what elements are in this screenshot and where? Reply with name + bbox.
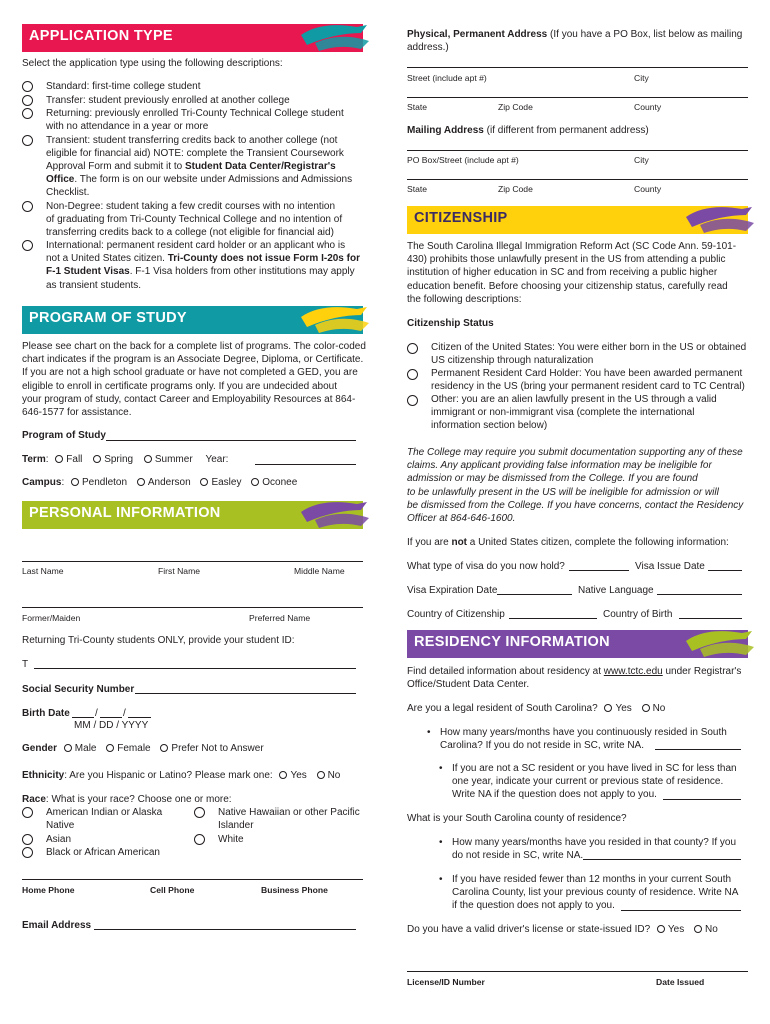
- radio-button[interactable]: [407, 343, 418, 354]
- gender-male-radio[interactable]: [64, 744, 72, 752]
- option-label-line: residency in the US (bring your permanent resident card to TC Central): [431, 381, 745, 393]
- option-label-line: Black or African American: [46, 847, 160, 858]
- residency-question-sc-duration: • How many years/months have you continuously resided in South Carolina? If you do not reside in SC, write NA.: [427, 727, 727, 752]
- radio-button[interactable]: [22, 95, 33, 106]
- brush-stroke-icon: [295, 303, 375, 337]
- term-row: Term: Fall Spring Summer Year:: [22, 454, 229, 465]
- personal-information-banner: [22, 501, 363, 529]
- application-type-banner: [22, 24, 363, 52]
- application-type-intro: Select the application type using the following descriptions:: [22, 58, 283, 69]
- option-label-line: Office. The form is on our website under Admissions and Admissions: [46, 174, 353, 186]
- option-label-line: Asian: [46, 834, 72, 845]
- checkbox[interactable]: [22, 847, 33, 858]
- citizenship-status-label: Citizenship Status: [407, 318, 494, 329]
- option-label-line: Native Hawaiian or other Pacific: [218, 807, 360, 818]
- date-separator: /: [123, 708, 126, 719]
- brush-stroke-icon: [295, 21, 375, 55]
- visa-expiration-field[interactable]: [497, 594, 572, 595]
- radio-button[interactable]: [407, 369, 418, 380]
- birth-month-field[interactable]: [72, 717, 94, 718]
- option-label-line: White: [218, 834, 244, 845]
- birth-year-field[interactable]: [128, 717, 151, 718]
- residency-question-county-duration: • How many years/months have you resided in that county? If you do not reside in SC, write NA.: [439, 837, 737, 862]
- ssn-field[interactable]: [135, 693, 356, 694]
- ethnicity-no-label: No: [327, 770, 341, 781]
- application-option-transfer[interactable]: [22, 94, 290, 107]
- option-label-line: with no attendance in a year or more: [46, 121, 209, 133]
- term-summer-label: Summer: [154, 454, 193, 465]
- campus-anderson-radio[interactable]: [137, 478, 145, 486]
- option-label-line: International: permanent resident card holder or an applicant who is: [46, 240, 346, 251]
- ethnicity-question: : Are you Hispanic or Latino? Please mark one:: [64, 770, 273, 781]
- gender-female-radio[interactable]: [106, 744, 114, 752]
- date-separator: /: [95, 708, 98, 719]
- option-label-line: F-1 Student Visas. F-1 Visa holders from other institutions may apply: [46, 266, 355, 278]
- race-option-white[interactable]: [194, 833, 244, 846]
- term-spring-radio[interactable]: [93, 455, 101, 463]
- sc-duration-field[interactable]: [655, 749, 741, 750]
- ssn-label: Social Security Number: [22, 684, 135, 695]
- gender-prefer-not-radio[interactable]: [160, 744, 168, 752]
- option-label-line: Approval Form and submit it to Student Data Center/Registrar's: [46, 160, 336, 172]
- date-issued-label: Date Issued: [656, 977, 705, 987]
- campus-pendleton-radio[interactable]: [71, 478, 79, 486]
- program-of-study-field[interactable]: [106, 440, 356, 441]
- application-option-standard[interactable]: [22, 80, 201, 93]
- state-zip-field[interactable]: [407, 97, 748, 98]
- application-option-transient[interactable]: [22, 134, 352, 200]
- legal-resident-no-radio[interactable]: [642, 704, 650, 712]
- term-spring-label: Spring: [104, 454, 134, 465]
- county-duration-field[interactable]: [583, 859, 741, 860]
- campus-oconee-radio[interactable]: [251, 478, 259, 486]
- option-label-line: Islander: [218, 820, 254, 832]
- option-label-line: of graduating from Tri-County Technical College and no intention of: [46, 213, 343, 225]
- birth-date-label: Birth Date: [22, 708, 70, 719]
- bullet-icon: •: [427, 727, 431, 738]
- country-citizenship-field[interactable]: [509, 618, 597, 619]
- year-label: Year:: [205, 454, 229, 465]
- license-no-radio[interactable]: [694, 925, 702, 933]
- visa-type-field[interactable]: [569, 570, 629, 571]
- option-label-line: eligible for financial aid) NOTE: complete the Transient Coursework: [46, 147, 344, 159]
- previous-state-field[interactable]: [663, 799, 741, 800]
- application-option-international[interactable]: [22, 239, 360, 292]
- checkbox[interactable]: [22, 834, 33, 845]
- campus-pendleton-label: Pendleton: [82, 477, 128, 488]
- option-label-line: Other: you are an alien lawfully present in the US through a valid: [431, 394, 717, 405]
- option-label-line: Checklist.: [46, 187, 90, 199]
- license-yes-radio[interactable]: [657, 925, 665, 933]
- birth-day-field[interactable]: [100, 717, 122, 718]
- t-label: T: [22, 659, 29, 670]
- term-summer-radio[interactable]: [144, 455, 152, 463]
- gender-label: Gender: [22, 743, 58, 754]
- gender-female-label: Female: [117, 743, 151, 754]
- ethnicity-no-radio[interactable]: [317, 771, 325, 779]
- legal-resident-row: [407, 702, 665, 715]
- not-citizen-instruction: If you are not a United States citizen, complete the following information:: [407, 537, 729, 548]
- radio-button[interactable]: [22, 81, 33, 92]
- gender-male-label: Male: [74, 743, 97, 754]
- country-birth-field[interactable]: [679, 618, 742, 619]
- county-question: What is your South Carolina county of residence?: [407, 813, 627, 824]
- application-option-non-degree[interactable]: [22, 200, 342, 240]
- citizenship-notice: The College may require you submit documentation supporting any of these claims. Any applicant providing false information may be ineligible for admission or may be dismissed from the College. If you are found to be unlawfully present in the US will be ineligible for admission or will be dismissed from the College. If you have concerns, contact the Residency Officer at 864-646-1600.: [407, 447, 744, 525]
- zip-label: Zip Code: [498, 102, 533, 112]
- street-label: Street (include apt #): [407, 73, 487, 83]
- option-label: Standard: first-time college student: [46, 81, 201, 92]
- campus-easley-label: Easley: [211, 477, 242, 488]
- gender-prefer-not-label: Prefer Not to Answer: [171, 743, 264, 754]
- option-label-line: Transient: student transferring credits back to another college (not: [46, 134, 338, 146]
- birth-date-format: MM / DD / YYYY: [74, 720, 149, 731]
- license-number-label: License/ID Number: [407, 977, 485, 987]
- program-of-study-heading: PROGRAM OF STUDY: [29, 310, 187, 326]
- term-fall-radio[interactable]: [55, 455, 63, 463]
- radio-button[interactable]: [22, 135, 33, 146]
- mailing-county-label: County: [634, 184, 662, 194]
- option-label-line: US citizenship through naturalization: [431, 355, 594, 367]
- brush-stroke-icon: [680, 627, 760, 661]
- option-label-line: Returning: previously enrolled Tri-County Technical College student: [46, 108, 344, 119]
- application-type-heading: APPLICATION TYPE: [29, 28, 173, 44]
- visa-issue-field[interactable]: [708, 570, 742, 571]
- option-label-line: transferring credits back to a college (not eligible for financial aid): [46, 226, 334, 238]
- option-label-line: as transient students.: [46, 279, 142, 291]
- residency-question-previous-county: • If you have resided fewer than 12 months in your current South Carolina County, list your previous county of residence. Write NA if the question does not apply to you.: [439, 874, 739, 912]
- residency-intro: Find detailed information about residency at www.tctc.edu under Registrar's Office/Student Data Center.: [407, 666, 742, 691]
- campus-row: Campus: Pendleton Anderson Easley Oconee: [22, 477, 298, 488]
- term-fall-label: Fall: [66, 454, 83, 465]
- previous-county-field[interactable]: [621, 910, 741, 911]
- option-label-line: Native: [46, 820, 75, 832]
- ethnicity-row: [22, 769, 340, 782]
- option-label-line: Permanent Resident Card Holder: You have been awarded permanent: [431, 368, 743, 379]
- ethnicity-yes-label: Yes: [290, 770, 307, 781]
- ethnicity-label: Ethnicity: [22, 770, 65, 781]
- radio-button[interactable]: [407, 395, 418, 406]
- cell-phone-label: Cell Phone: [150, 885, 195, 895]
- mailing-state-label: State: [407, 184, 428, 194]
- legal-resident-no-label: No: [652, 703, 666, 714]
- county-label: County: [634, 102, 662, 112]
- campus-oconee-label: Oconee: [262, 477, 298, 488]
- personal-information-heading: PERSONAL INFORMATION: [29, 505, 221, 521]
- license-question: Do you have a valid driver's license or state-issued ID?: [407, 924, 651, 935]
- residency-banner: [407, 630, 748, 658]
- country-birth-label: Country of Birth: [603, 609, 673, 620]
- student-id-field[interactable]: [34, 668, 356, 669]
- option-label-line: not a United States citizen. Tri-County does not issue Form I-20s for: [46, 253, 360, 265]
- preferred-name-label: Preferred Name: [249, 613, 311, 623]
- state-label: State: [407, 102, 428, 112]
- po-box-field[interactable]: [407, 150, 748, 151]
- brush-stroke-icon: [680, 203, 760, 237]
- mailing-zip-label: Zip Code: [498, 184, 533, 194]
- term-label: Term: [22, 454, 46, 465]
- program-of-study-banner: [22, 306, 363, 334]
- last-name-label: Last Name: [22, 566, 64, 576]
- radio-button[interactable]: [22, 240, 33, 251]
- residency-heading: RESIDENCY INFORMATION: [414, 634, 610, 650]
- race-option-asian[interactable]: [22, 833, 71, 846]
- program-of-study-label: Program of Study: [22, 430, 106, 441]
- race-label: Race: [22, 794, 46, 805]
- bullet-icon: •: [439, 874, 443, 885]
- former-maiden-label: Former/Maiden: [22, 613, 81, 623]
- city-label: City: [634, 73, 649, 83]
- program-of-study-paragraph: Please see chart on the back for a complete list of programs. The color-coded chart indicates if the program is an Associate Degree, Diploma, or Certificate. If you are not a high school graduate or have not completed a GED, you are eligible to enroll in certificate programs only. If you are undecided about your program of study, contact Career and Employability Resources at 864- 646-1577 for assistance.: [22, 341, 366, 419]
- application-option-returning[interactable]: [22, 107, 344, 133]
- license-row: [407, 923, 718, 936]
- bullet-icon: •: [439, 763, 443, 774]
- radio-button[interactable]: [22, 108, 33, 119]
- option-label-line: immigrant or non-immigrant visa (complete the international: [431, 407, 695, 419]
- citizenship-paragraph: The South Carolina Illegal Immigration Reform Act (SC Code Ann. 59-101- 430) prohibits those unlawfully present in the US from attending a public institution of higher education in SC and from receiving a public higher education benefit. Before choosing your citizenship status, carefully read the following descriptions:: [407, 241, 737, 305]
- citizenship-heading: CITIZENSHIP: [414, 210, 508, 226]
- email-field[interactable]: [94, 929, 356, 930]
- license-yes-label: Yes: [667, 924, 685, 935]
- residency-question-previous-state: • If you are not a SC resident or you have lived in SC for less than one year, indicate your current or previous state of residence. Write NA if the question does not apply to you.: [439, 763, 737, 801]
- legal-resident-yes-label: Yes: [615, 703, 632, 714]
- email-label: Email Address: [22, 920, 92, 931]
- campus-easley-radio[interactable]: [200, 478, 208, 486]
- checkbox[interactable]: [194, 834, 205, 845]
- native-language-label: Native Language: [578, 585, 654, 596]
- license-field[interactable]: [407, 971, 748, 972]
- option-label-line: Non-Degree: student taking a few credit courses with no intention: [46, 200, 336, 212]
- permanent-address-heading: Physical, Permanent Address (If you have a PO Box, list below as mailing address.): [407, 29, 743, 54]
- home-phone-label: Home Phone: [22, 885, 75, 895]
- option-label-line: American Indian or Alaska: [46, 807, 163, 818]
- race-option-american-indian[interactable]: [22, 806, 162, 832]
- race-option-black[interactable]: [22, 846, 160, 859]
- citizenship-banner: [407, 206, 748, 234]
- gender-row: [22, 742, 264, 755]
- mailing-city-label: City: [634, 155, 649, 165]
- mailing-address-heading: Mailing Address (if different from permanent address): [407, 125, 649, 136]
- year-field[interactable]: [255, 464, 356, 465]
- license-no-label: No: [705, 924, 718, 935]
- tctc-link[interactable]: www.tctc.edu: [603, 666, 663, 677]
- option-label-line: Citizen of the United States: You were either born in the US or obtained: [431, 342, 747, 353]
- citizenship-option-other[interactable]: [407, 393, 717, 433]
- campus-label: Campus: [22, 477, 62, 488]
- citizenship-option-citizen[interactable]: [407, 341, 746, 367]
- citizenship-option-permanent-resident[interactable]: [407, 367, 745, 393]
- visa-issue-label: Visa Issue Date: [635, 561, 705, 572]
- legal-resident-question: Are you a legal resident of South Carolina?: [407, 703, 598, 714]
- brush-stroke-icon: [295, 498, 375, 532]
- bullet-icon: •: [439, 837, 443, 848]
- former-name-field[interactable]: [22, 607, 363, 608]
- mailing-state-field[interactable]: [407, 179, 748, 180]
- checkbox[interactable]: [194, 807, 205, 818]
- first-name-label: First Name: [158, 566, 201, 576]
- ethnicity-yes-radio[interactable]: [279, 771, 287, 779]
- country-citizenship-label: Country of Citizenship: [407, 609, 505, 620]
- legal-resident-yes-radio[interactable]: [604, 704, 612, 712]
- name-field[interactable]: [22, 561, 363, 562]
- campus-anderson-label: Anderson: [147, 477, 191, 488]
- race-option-native-hawaiian[interactable]: [194, 806, 360, 832]
- phone-field[interactable]: [22, 879, 363, 880]
- race-row: [22, 793, 232, 806]
- returning-note: Returning Tri-County students ONLY, provide your student ID:: [22, 635, 295, 646]
- native-language-field[interactable]: [657, 594, 742, 595]
- option-label: Transfer: student previously enrolled at another college: [46, 94, 290, 106]
- middle-name-label: Middle Name: [294, 566, 345, 576]
- visa-type-label: What type of visa do you now hold?: [407, 561, 565, 572]
- street-field[interactable]: [407, 67, 748, 68]
- option-label-line: information section below): [431, 420, 548, 432]
- race-question: : What is your race? Choose one or more:: [45, 794, 232, 805]
- po-box-label: PO Box/Street (include apt #): [407, 155, 519, 165]
- checkbox[interactable]: [22, 807, 33, 818]
- radio-button[interactable]: [22, 201, 33, 212]
- business-phone-label: Business Phone: [261, 885, 328, 895]
- visa-expiration-label: Visa Expiration Date: [407, 585, 498, 596]
